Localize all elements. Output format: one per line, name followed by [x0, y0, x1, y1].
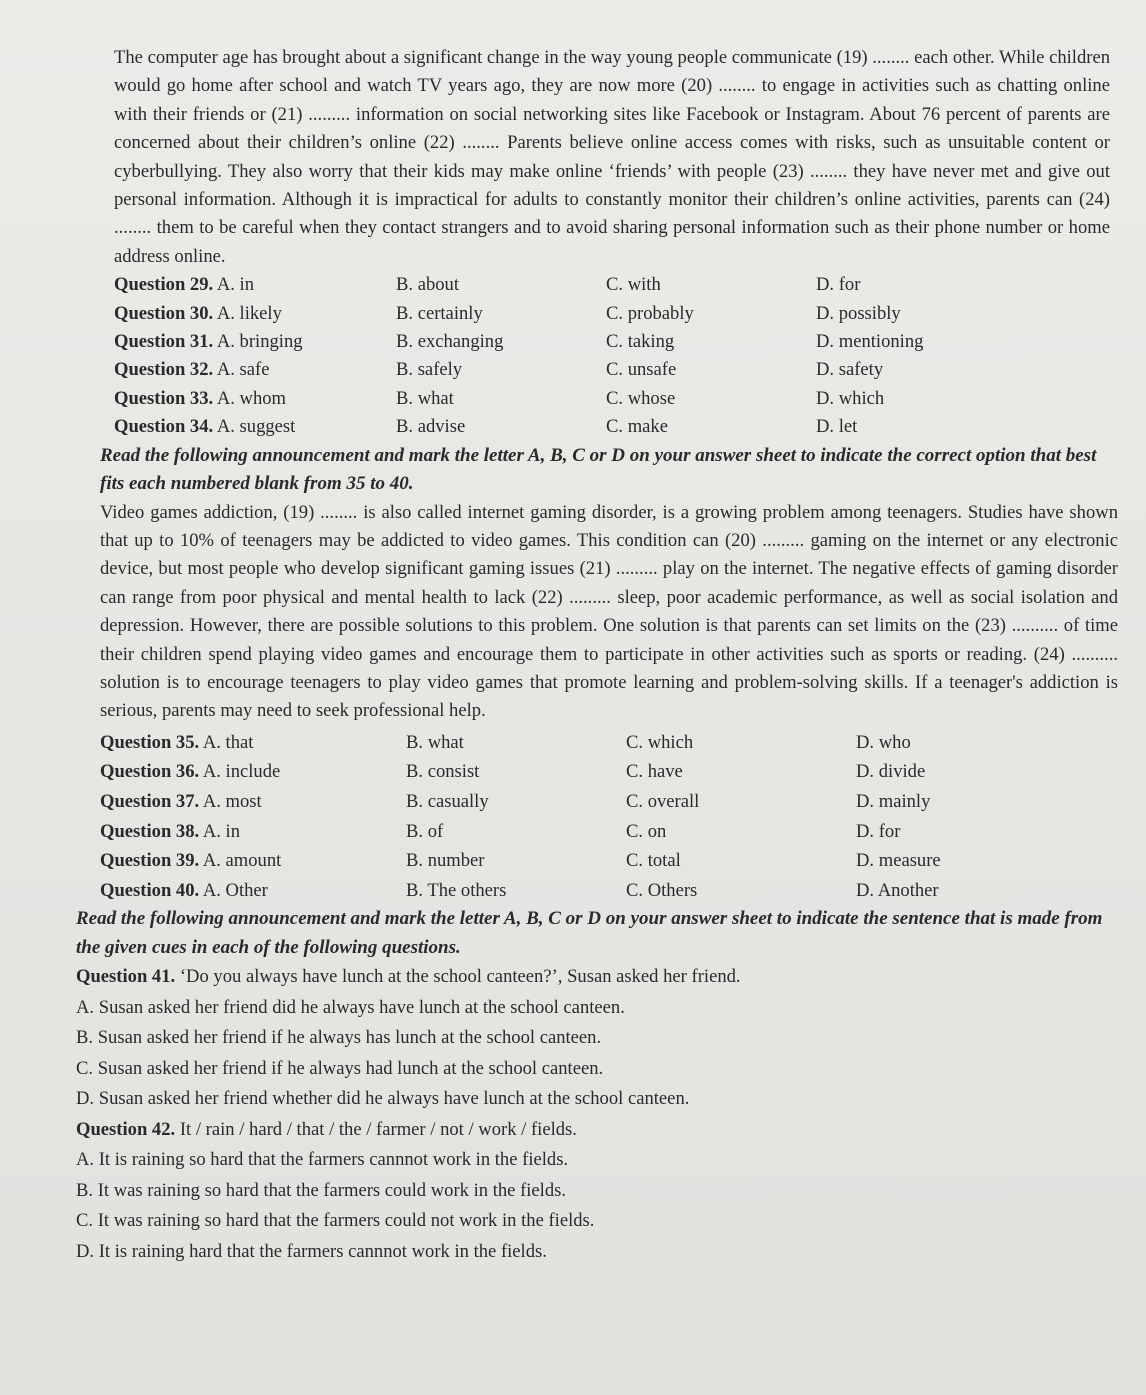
- option-b[interactable]: B. what: [396, 387, 454, 409]
- option-d[interactable]: D. measure: [856, 850, 941, 872]
- passage-computer-age: The computer age has brought about a significant change in the way young people communicate (19) ........ each other. While children would go home after school and watch TV years ago, they are now more (20) ........ to engage in activities such as chatting online with their friends or (21) ......... information on social networking sites like Facebook or Instagram. About 76 percent of parents are concerned about their children’s online (22) ........ Parents believe online access comes with risks, such as unsuitable content or cyberbullying. They also worry that their kids may make online ‘friends’ with people (23) ........ they have never met and give out personal information. Although it is impractical for adults to constantly monitor their children’s online activities, parents can (24) ........ them to be careful when they contact strangers and to avoid sharing personal information such as their phone number or home address online.: [114, 47, 1110, 267]
- option-c[interactable]: C. overall: [626, 790, 700, 812]
- option-a[interactable]: A. whom: [216, 387, 287, 409]
- passage-video-games: Video games addiction, (19) ........ is also called internet gaming disorder, is a growing problem among teenagers. Studies have shown that up to 10% of teenagers may be addicted to video games. This condition can (20) ......... gaming on the internet or any electronic device, but most people who develop significant gaming issues (21) ......... play on the internet. The negative effects of gaming disorder can range from poor physical and mental health to lack (22) ......... sleep, poor academic performance, as well as social isolation and depression. However, there are possible solutions to this problem. One solution is that parents can set limits on the (23) .......... of time their children spend playing video games and encourage them to participate in other activities such as sports or reading. (24) .......... solution is to encourage teenagers to play video games that promote learning and problem-solving skills. If a teenager's addiction is serious, parents may need to seek professional help.: [100, 501, 1118, 722]
- instruction-35-40: Read the following announcement and mark the letter A, B, C or D on your answer sheet to indicate the correct option that best fits each numbered blank from 35 to 40.: [100, 444, 1097, 495]
- question-label: Question 34.: [114, 416, 214, 438]
- option-c[interactable]: C. whose: [606, 387, 676, 409]
- option-a[interactable]: A. bringing: [216, 331, 303, 353]
- option-b[interactable]: B. casually: [406, 790, 489, 812]
- option-b[interactable]: B. consist: [406, 761, 480, 783]
- question-label: Question 30.: [114, 302, 214, 324]
- question-label: Question 37.: [100, 790, 200, 812]
- question-grid-29-34: [114, 271, 1110, 441]
- q41-option-c[interactable]: C. Susan asked her friend if he always had lunch at the school canteen.: [76, 1057, 604, 1079]
- question-label: Question 32.: [114, 359, 214, 381]
- instruction-41-42: Read the following announcement and mark the letter A, B, C or D on your answer sheet to indicate the sentence that is made from the given cues in each of the following questions.: [76, 908, 1103, 958]
- option-a[interactable]: A. amount: [202, 850, 282, 872]
- q42-option-a[interactable]: A. It is raining so hard that the farmers cannnot work in the fields.: [76, 1149, 569, 1171]
- q41-option-d[interactable]: D. Susan asked her friend whether did he always have lunch at the school canteen.: [76, 1088, 690, 1110]
- q42-option-c[interactable]: C. It was raining so hard that the farmers could not work in the fields.: [76, 1210, 595, 1232]
- section-35-40: [100, 442, 1118, 906]
- option-a[interactable]: A. Other: [202, 879, 268, 901]
- q41-option-b[interactable]: B. Susan asked her friend if he always has lunch at the school canteen.: [76, 1027, 602, 1049]
- question-label: Question 36.: [100, 761, 200, 783]
- option-a[interactable]: A. suggest: [216, 416, 296, 438]
- option-d[interactable]: D. for: [816, 274, 861, 296]
- option-c[interactable]: C. on: [626, 820, 667, 842]
- option-b[interactable]: B. The others: [406, 879, 507, 901]
- option-a[interactable]: A. that: [202, 731, 254, 753]
- option-c[interactable]: C. Others: [626, 879, 698, 901]
- option-c[interactable]: C. unsafe: [606, 359, 677, 381]
- question-41: [76, 962, 1104, 993]
- option-a[interactable]: A. in: [202, 820, 240, 842]
- question-label: Question 41.: [76, 966, 176, 988]
- option-b[interactable]: B. exchanging: [396, 331, 504, 353]
- option-a[interactable]: A. most: [202, 790, 262, 812]
- question-label: Question 39.: [100, 850, 200, 872]
- option-b[interactable]: B. certainly: [396, 302, 483, 324]
- question-label: Question 42.: [76, 1118, 176, 1140]
- question-42: [76, 1115, 1104, 1146]
- option-b[interactable]: B. of: [406, 820, 444, 842]
- option-d[interactable]: D. safety: [816, 359, 884, 381]
- option-c[interactable]: C. total: [626, 850, 681, 872]
- option-b[interactable]: B. safely: [396, 359, 463, 381]
- question-stem: It / rain / hard / that / the / farmer / not / work / fields.: [179, 1118, 577, 1140]
- option-a[interactable]: A. safe: [216, 359, 270, 381]
- question-stem: ‘Do you always have lunch at the school canteen?’, Susan asked her friend.: [179, 966, 741, 988]
- option-b[interactable]: B. what: [406, 731, 464, 753]
- option-c[interactable]: C. taking: [606, 331, 675, 353]
- option-a[interactable]: A. likely: [216, 302, 282, 324]
- option-d[interactable]: D. which: [816, 387, 885, 409]
- question-label: Question 38.: [100, 820, 200, 842]
- question-label: Question 40.: [100, 879, 200, 901]
- option-b[interactable]: B. number: [406, 850, 485, 872]
- q42-option-d[interactable]: D. It is raining hard that the farmers cannnot work in the fields.: [76, 1240, 547, 1262]
- option-d[interactable]: D. Another: [856, 879, 939, 901]
- option-c[interactable]: C. which: [626, 731, 694, 753]
- option-d[interactable]: D. mentioning: [816, 331, 924, 353]
- question-grid-35-40: [100, 728, 1118, 906]
- option-d[interactable]: D. who: [856, 731, 911, 753]
- option-c[interactable]: C. make: [606, 416, 668, 438]
- option-c[interactable]: C. have: [626, 761, 683, 783]
- question-label: Question 29.: [114, 274, 214, 296]
- option-b[interactable]: B. advise: [396, 416, 466, 438]
- option-a[interactable]: A. in: [216, 274, 254, 296]
- option-d[interactable]: D. let: [816, 416, 858, 438]
- q41-option-a[interactable]: A. Susan asked her friend did he always have lunch at the school canteen.: [76, 996, 625, 1018]
- question-label: Question 35.: [100, 731, 200, 753]
- q42-option-b[interactable]: B. It was raining so hard that the farmers could work in the fields.: [76, 1179, 567, 1201]
- option-c[interactable]: C. probably: [606, 302, 694, 324]
- option-d[interactable]: D. possibly: [816, 302, 901, 324]
- section-41-42: [76, 905, 1104, 1267]
- option-b[interactable]: B. about: [396, 274, 460, 296]
- option-d[interactable]: D. for: [856, 820, 901, 842]
- option-a[interactable]: A. include: [202, 761, 281, 783]
- question-label: Question 33.: [114, 387, 214, 409]
- option-c[interactable]: C. with: [606, 274, 661, 296]
- question-label: Question 31.: [114, 331, 214, 353]
- option-d[interactable]: D. divide: [856, 761, 926, 783]
- option-d[interactable]: D. mainly: [856, 790, 931, 812]
- section-29-34: [114, 44, 1110, 442]
